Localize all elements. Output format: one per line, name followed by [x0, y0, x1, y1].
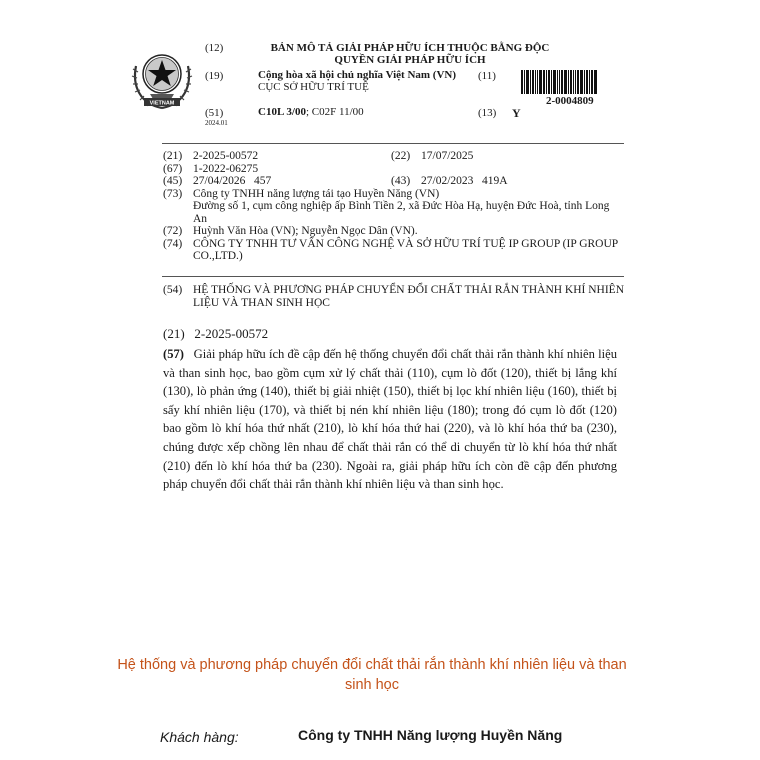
- footer-title: Hệ thống và phương pháp chuyển đổi chất thải rắn thành khí nhiên liệu và than sinh học: [117, 657, 627, 693]
- code-19: (19): [205, 70, 224, 82]
- code-51: (51): [205, 107, 224, 119]
- application-number: 2-2025-00572: [193, 150, 259, 162]
- patent-number: 2-0004809: [546, 95, 594, 107]
- code-21: (21): [163, 150, 183, 162]
- country-name: Cộng hòa xã hội chủ nghĩa Việt Nam (VN): [258, 69, 457, 81]
- abstract-text: Giải pháp hữu ích đề cập đến hệ thống chuyển đổi chất thải rắn thành khí nhiên liệu và than sinh học, bao gồm cụm xử lý chất thải (110), cụm lò đốt (120), thiết bị lắng khí (130), lò phản ứng (140), thiết bị giải nhiệt (150), thiết bị lọc khí nhiên liệu (160), thiết bị sấy khí nhiên liệu (170), và thiết bị nén khí nhiên liệu (180); trong đó cụm lò đốt (120) bao gồm lò khí hóa thứ nhất (210), lò khí hóa thứ hai (220), và lò khí hóa thứ ba (230), chúng được xếp chồng lên nhau để chất thải rắn có thể di chuyển từ lò khí hóa thứ nhất (210) đến lò khí hóa thứ ba (230). Ngoài ra, giải pháp hữu ích còn đề cập đến phương pháp chuyển đổi chất thải rắn thành khí nhiên liệu và than sinh học.: [163, 347, 617, 492]
- ipc-secondary: ; C02F 11/00: [305, 106, 364, 118]
- publication-date: 27/02/2023 419A: [421, 175, 508, 187]
- owner-name: Công ty TNHH năng lượng tái tạo Huyền Năng (VN): [193, 187, 440, 200]
- code-43: (43): [391, 175, 411, 187]
- biblio-block: [163, 150, 625, 263]
- application-line: [163, 326, 268, 342]
- owner: [193, 188, 625, 226]
- kind-code: Y: [512, 106, 521, 120]
- parent-application: 1-2022-06275: [193, 162, 259, 175]
- code-74: (74): [163, 237, 183, 250]
- application-number-repeat: 2-2025-00572: [194, 326, 269, 341]
- title-54-block: [163, 284, 625, 310]
- invention-title: HỆ THỐNG VÀ PHƯƠNG PHÁP CHUYỂN ĐỔI CHẤT THẢI RẮN THÀNH KHÍ NHIÊN LIỆU VÀ THAN SINH HỌC: [193, 284, 625, 309]
- header-divider: [162, 143, 624, 144]
- code-13: (13): [478, 107, 497, 119]
- code-67: (67): [163, 162, 183, 175]
- client-name: Công ty TNHH Năng lượng Huyền Năng: [298, 727, 563, 743]
- code-11: (11): [478, 70, 496, 82]
- emblem-banner-text: VIETNAM: [149, 100, 175, 107]
- inventors: Huỳnh Văn Hòa (VN); Nguyễn Ngọc Dân (VN).: [193, 225, 418, 237]
- barcode-icon: [521, 70, 598, 94]
- code-73: (73): [163, 187, 183, 200]
- national-emblem-icon: [126, 42, 198, 114]
- code-12: (12): [205, 42, 224, 54]
- code-21-repeat: (21): [163, 326, 185, 341]
- ipc-classification: [258, 107, 364, 118]
- ipc-version: 2024.01: [205, 119, 228, 127]
- document-title: BẢN MÔ TẢ GIẢI PHÁP HỮU ÍCH THUỘC BẰNG ĐỘC QUYỀN GIẢI PHÁP HỮU ÍCH: [270, 42, 550, 66]
- owner-address: Đường số 1, cụm công nghiệp ấp Bình Tiền 2, xã Đức Hòa Hạ, huyện Đức Hoà, tỉnh Long An: [193, 200, 610, 225]
- filing-date: 17/07/2025: [421, 150, 474, 162]
- biblio-divider: [162, 276, 624, 277]
- office-name: CỤC SỞ HỮU TRÍ TUỆ: [258, 81, 369, 93]
- ipc-main: C10L 3/00: [258, 106, 306, 118]
- code-45: (45): [163, 175, 183, 187]
- abstract: [163, 345, 617, 494]
- code-22: (22): [391, 150, 411, 162]
- agent: CÔNG TY TNHH TƯ VẤN CÔNG NGHỆ VÀ SỞ HỮU TRÍ TUỆ IP GROUP (IP GROUP CO.,LTD.): [193, 237, 618, 262]
- grant-date: 27/04/2026 457: [193, 175, 272, 187]
- client-label: Khách hàng:: [160, 729, 239, 745]
- code-72: (72): [163, 225, 183, 237]
- code-57: (57): [163, 347, 184, 361]
- code-54: (54): [163, 284, 183, 296]
